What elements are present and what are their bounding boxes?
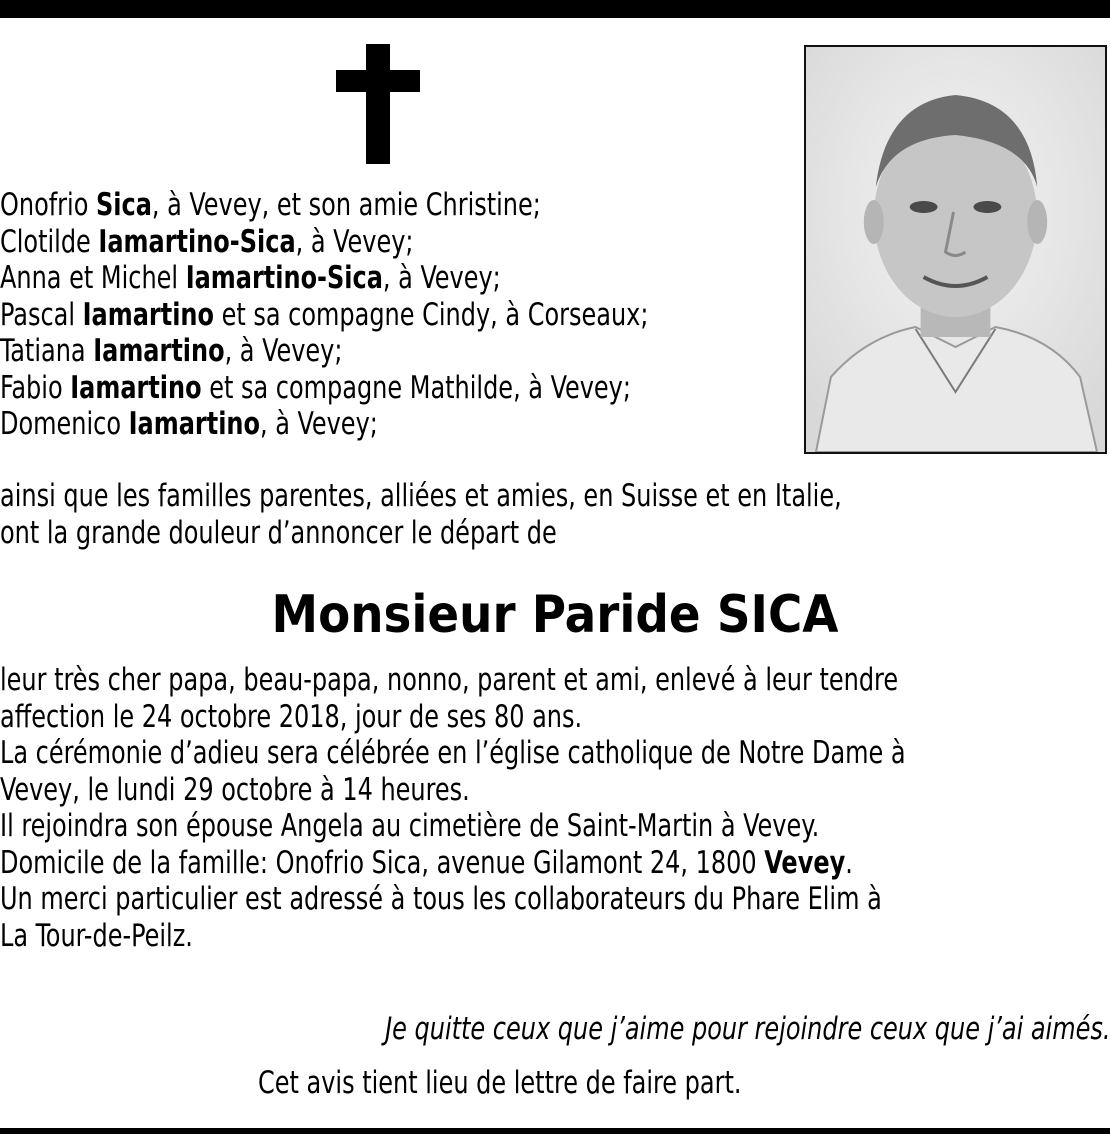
announcement-body (0, 662, 906, 954)
body-line: leur très cher papa, beau-papa, nonno, parent et ami, enlevé à leur tendre (0, 662, 899, 698)
body-line: Il rejoindra son épouse Angela au cimetière de Saint-Martin à Vevey. (0, 808, 820, 844)
thanks-line: La Tour-de-Peilz. (0, 917, 193, 954)
family-line: Clotilde Iamartino-Sica, à Vevey; (0, 223, 414, 260)
body-line: La cérémonie d’adieu sera célébrée en l’église catholique de Notre Dame à (0, 735, 906, 771)
top-rule (0, 0, 1110, 18)
family-line: Anna et Michel Iamartino-Sica, à Vevey; (0, 260, 501, 296)
family-line: Onofrio Sica, à Vevey, et son amie Christine; (0, 187, 541, 223)
family-list (0, 187, 648, 443)
bottom-rule (0, 1128, 1110, 1134)
family-line: Pascal Iamartino et sa compagne Cindy, à Corseaux; (0, 296, 649, 333)
cross-icon (336, 44, 420, 164)
family-line: Tatiana Iamartino, à Vevey; (0, 333, 343, 369)
memorial-quote: Je quitte ceux que j’aime pour rejoindre ceux que j’ai aimés. (384, 1011, 1110, 1047)
body-line: affection le 24 octobre 2018, jour de ses 80 ans. (0, 698, 583, 735)
family-line: Domenico Iamartino, à Vevey; (0, 406, 378, 442)
intro-line: ont la grande douleur d’annoncer le départ de (0, 514, 557, 551)
portrait-photo (804, 45, 1107, 454)
intro-line: ainsi que les familles parentes, alliées et amies, en Suisse et en Italie, (0, 478, 842, 514)
domicile-line: Domicile de la famille: Onofrio Sica, avenue Gilamont 24, 1800 Vevey. (0, 844, 853, 881)
closing-note: Cet avis tient lieu de lettre de faire part. (258, 1065, 742, 1101)
deceased-name: Monsieur Paride SICA (271, 585, 839, 645)
announcement-intro (0, 478, 842, 551)
family-line: Fabio Iamartino et sa compagne Mathilde, à Vevey; (0, 369, 631, 406)
body-line: Vevey, le lundi 29 octobre à 14 heures. (0, 771, 470, 808)
thanks-line: Un merci particulier est adressé à tous les collaborateurs du Phare Elim à (0, 881, 882, 917)
